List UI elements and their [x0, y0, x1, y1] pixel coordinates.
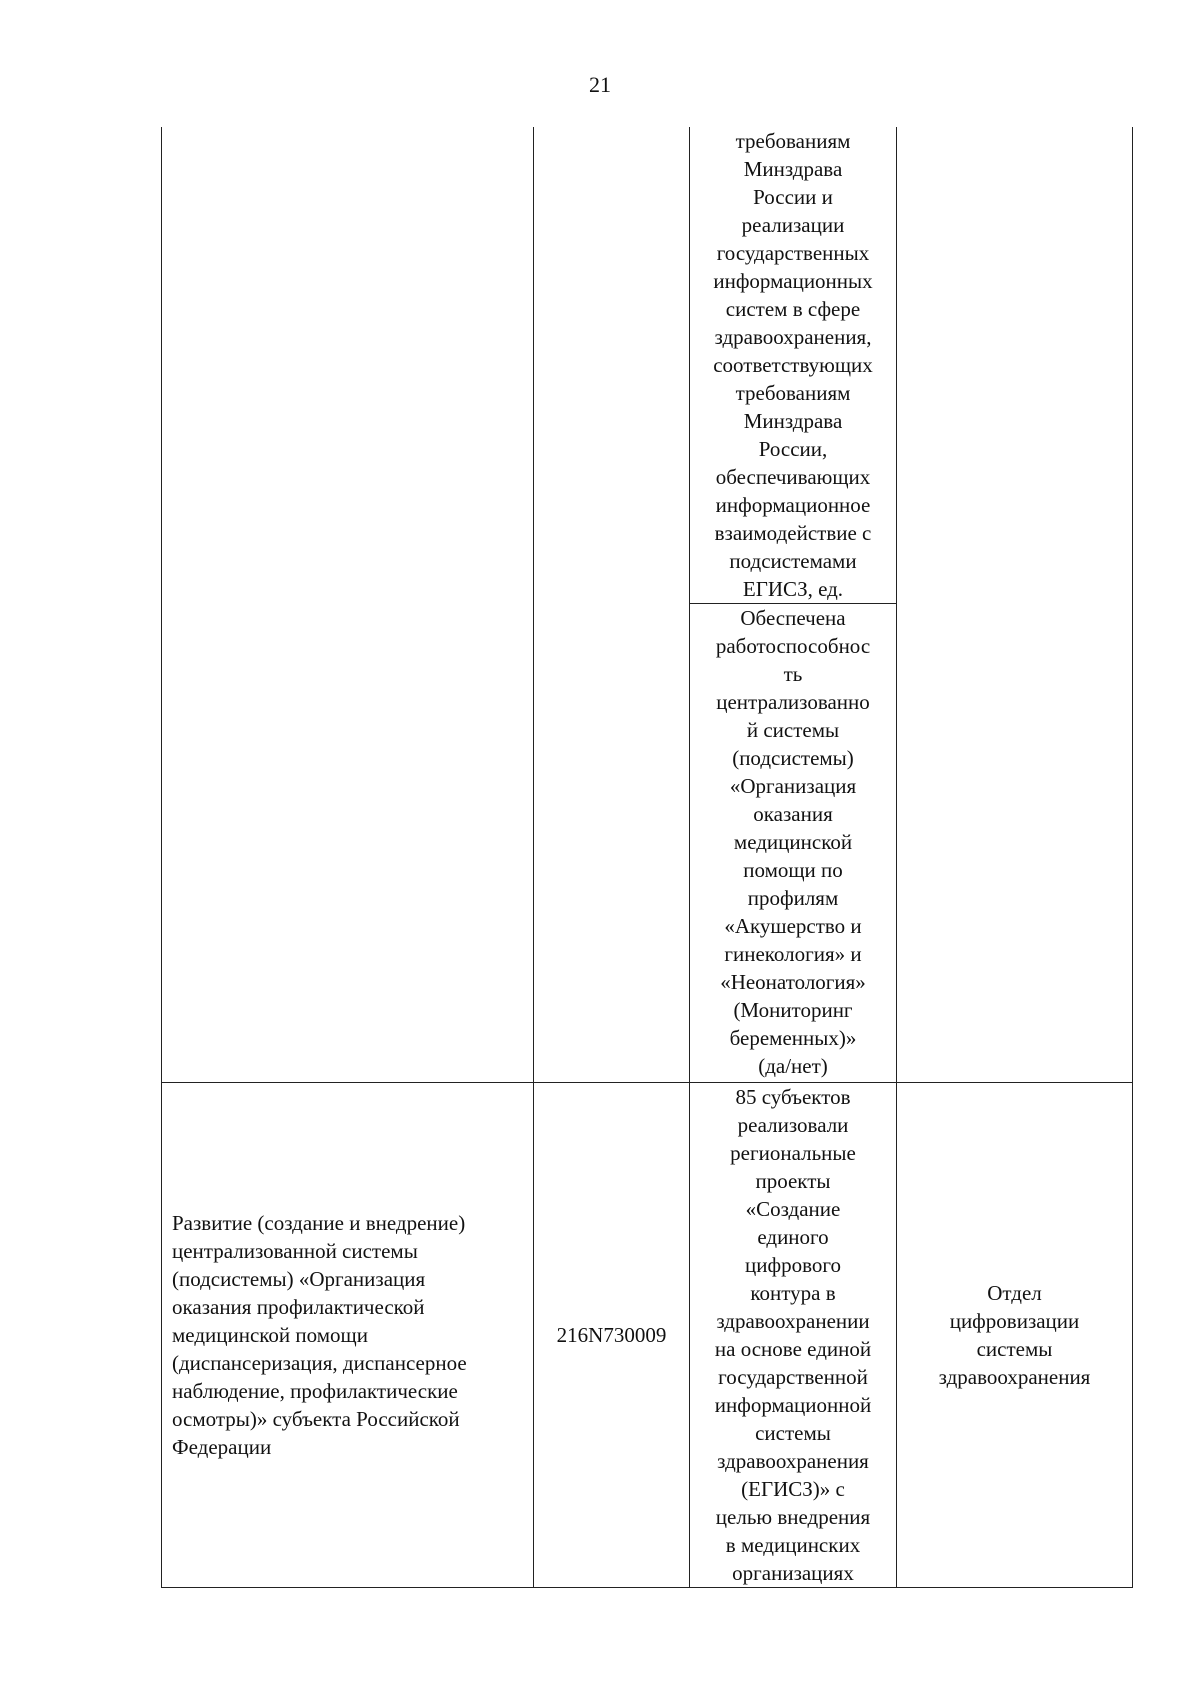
indicator-text: Обеспечена работоспособнос ть централизованно й системы (подсистемы) «Организация оказания медицинской помощи по профилям «Акушерство и гинекология» и «Неонатология» (Мониторинг беременных)» (да/нет)	[715, 606, 871, 1078]
empty-cell	[534, 127, 690, 1083]
table-row	[162, 127, 1133, 604]
page-number: 21	[589, 72, 611, 97]
measure-code: 216N730009	[556, 1323, 667, 1347]
table-cell	[534, 1083, 690, 1588]
table-cell	[690, 127, 897, 604]
table-cell	[162, 1083, 534, 1588]
table-cell	[897, 1083, 1133, 1588]
continuation-text: требованиям Минздрава России и реализации государственных информационных систем в сфере здравоохранения, соответствующих требованиям Минздрава России, обеспечивающих информационное взаимодействие с подсистемами ЕГИСЗ, ед.	[713, 129, 873, 601]
measure-name: Развитие (создание и внедрение) централизованной системы (подсистемы) «Организация оказания профилактической медицинской помощи (диспансеризация, диспансерное наблюдение, профилактические осмотры)» субъекта Российской Федерации	[172, 1211, 467, 1459]
measure-result: 85 субъектов реализовали региональные проекты «Создание единого цифрового контура в здравоохранении на основе единой государственной информационной системы здравоохранения (ЕГИСЗ)» с целью внедрения в медицинских организациях	[714, 1085, 872, 1585]
empty-cell	[162, 127, 534, 1083]
table-cell	[690, 604, 897, 1083]
empty-cell	[897, 127, 1133, 1083]
table-cell	[690, 1083, 897, 1588]
document-table	[161, 127, 1133, 1588]
responsible-department: Отдел цифровизации системы здравоохранения	[938, 1281, 1091, 1389]
table-row	[162, 1083, 1133, 1588]
